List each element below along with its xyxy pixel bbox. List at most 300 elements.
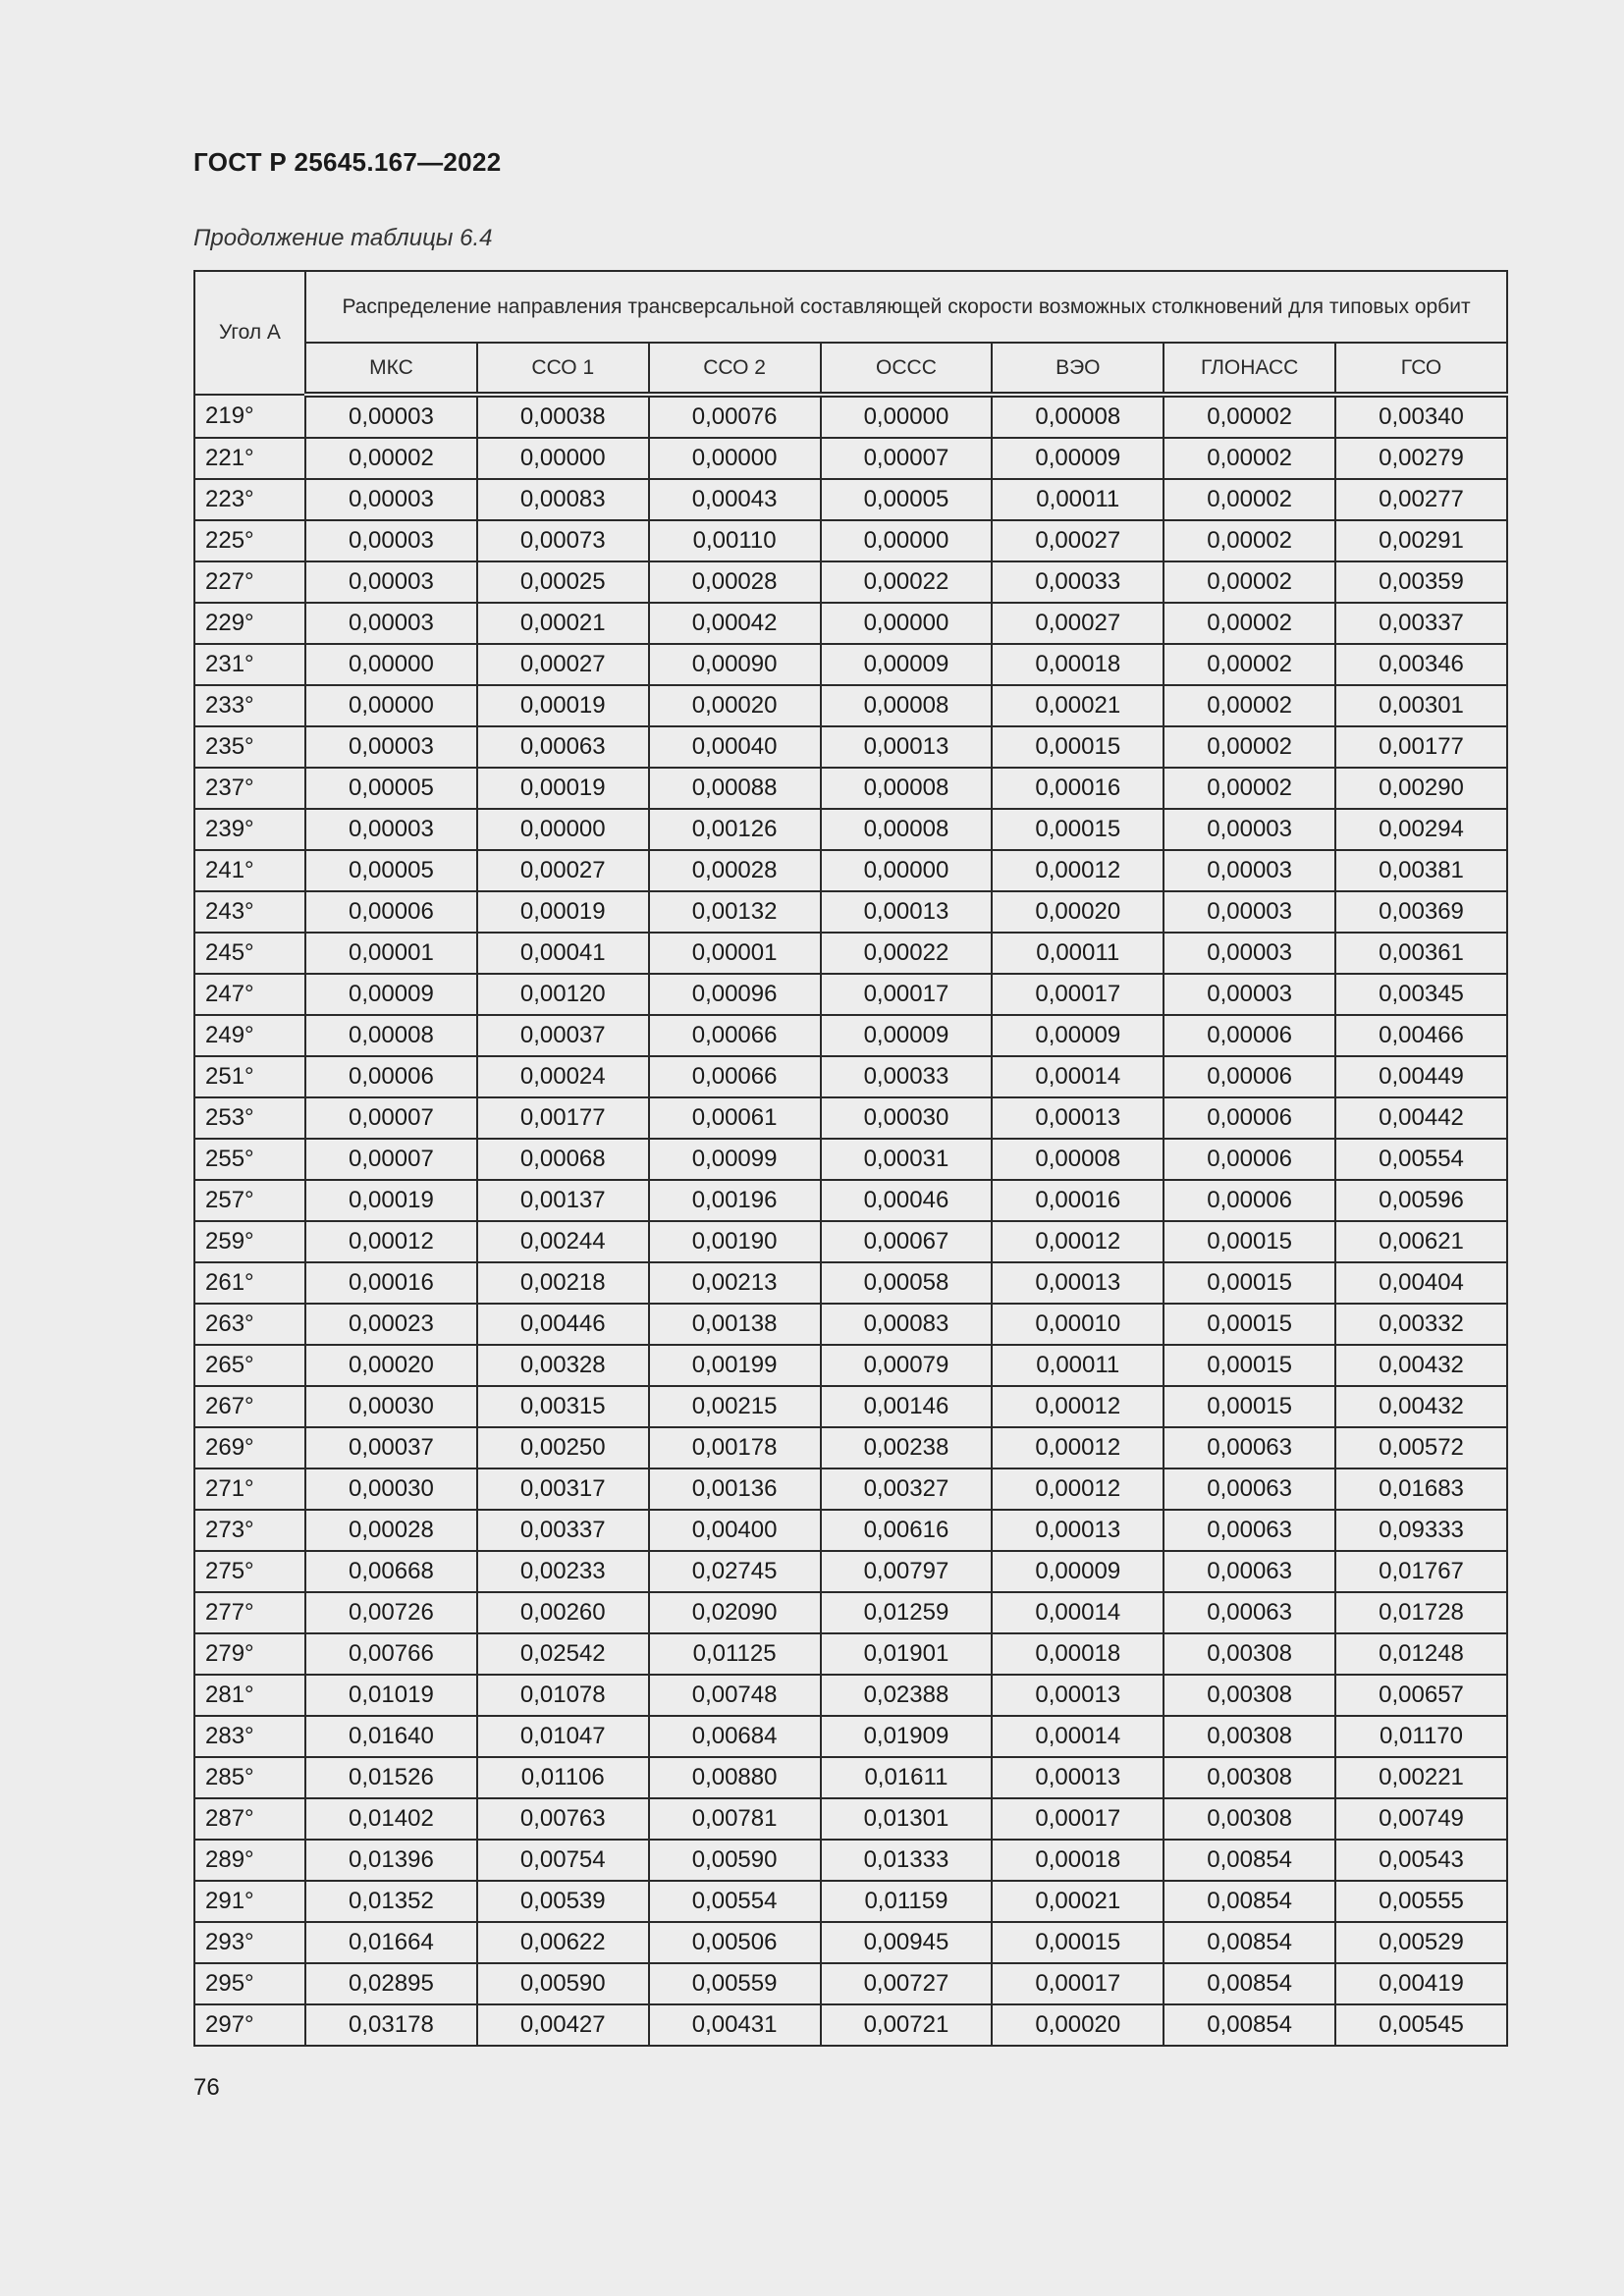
value-cell: 0,00003 xyxy=(305,395,477,438)
value-cell: 0,00019 xyxy=(477,685,649,726)
value-cell: 0,00754 xyxy=(477,1840,649,1881)
value-cell: 0,00021 xyxy=(992,685,1164,726)
value-cell: 0,00030 xyxy=(821,1097,993,1139)
angle-cell: 229° xyxy=(194,603,305,644)
value-cell: 0,00196 xyxy=(649,1180,821,1221)
value-cell: 0,00797 xyxy=(821,1551,993,1592)
value-cell: 0,00138 xyxy=(649,1304,821,1345)
table-row xyxy=(194,768,1507,809)
value-cell: 0,00013 xyxy=(821,726,993,768)
value-cell: 0,00017 xyxy=(992,974,1164,1015)
value-cell: 0,00016 xyxy=(992,768,1164,809)
value-cell: 0,00037 xyxy=(477,1015,649,1056)
value-cell: 0,02388 xyxy=(821,1675,993,1716)
value-cell: 0,00003 xyxy=(305,520,477,561)
table-row xyxy=(194,479,1507,520)
value-cell: 0,00431 xyxy=(649,2004,821,2046)
value-cell: 0,01019 xyxy=(305,1675,477,1716)
value-cell: 0,02745 xyxy=(649,1551,821,1592)
value-cell: 0,00023 xyxy=(305,1304,477,1345)
value-cell: 0,00244 xyxy=(477,1221,649,1262)
value-cell: 0,00006 xyxy=(1164,1015,1335,1056)
value-cell: 0,00027 xyxy=(992,603,1164,644)
value-cell: 0,00012 xyxy=(992,1386,1164,1427)
value-cell: 0,00238 xyxy=(821,1427,993,1468)
column-header-gso: ГСО xyxy=(1335,343,1507,395)
value-cell: 0,00005 xyxy=(305,768,477,809)
value-cell: 0,00449 xyxy=(1335,1056,1507,1097)
value-cell: 0,00854 xyxy=(1164,1963,1335,2004)
value-cell: 0,01170 xyxy=(1335,1716,1507,1757)
value-cell: 0,00033 xyxy=(821,1056,993,1097)
value-cell: 0,00002 xyxy=(1164,395,1335,438)
value-cell: 0,01640 xyxy=(305,1716,477,1757)
value-cell: 0,00020 xyxy=(992,891,1164,933)
table-header xyxy=(194,271,1507,395)
value-cell: 0,00009 xyxy=(821,1015,993,1056)
angle-cell: 239° xyxy=(194,809,305,850)
value-cell: 0,00002 xyxy=(1164,520,1335,561)
table-row xyxy=(194,974,1507,1015)
value-cell: 0,00554 xyxy=(1335,1139,1507,1180)
value-cell: 0,00009 xyxy=(992,438,1164,479)
table-row xyxy=(194,644,1507,685)
value-cell: 0,00727 xyxy=(821,1963,993,2004)
value-cell: 0,00668 xyxy=(305,1551,477,1592)
value-cell: 0,00308 xyxy=(1164,1633,1335,1675)
value-cell: 0,00381 xyxy=(1335,850,1507,891)
value-cell: 0,00009 xyxy=(305,974,477,1015)
value-cell: 0,00554 xyxy=(649,1881,821,1922)
value-cell: 0,00001 xyxy=(649,933,821,974)
data-table xyxy=(193,270,1508,2047)
value-cell: 0,00042 xyxy=(649,603,821,644)
value-cell: 0,00063 xyxy=(477,726,649,768)
value-cell: 0,00002 xyxy=(1164,561,1335,603)
value-cell: 0,00177 xyxy=(477,1097,649,1139)
value-cell: 0,00001 xyxy=(305,933,477,974)
value-cell: 0,00002 xyxy=(1164,685,1335,726)
value-cell: 0,00404 xyxy=(1335,1262,1507,1304)
value-cell: 0,00555 xyxy=(1335,1881,1507,1922)
value-cell: 0,00007 xyxy=(305,1139,477,1180)
value-cell: 0,01333 xyxy=(821,1840,993,1881)
angle-cell: 277° xyxy=(194,1592,305,1633)
value-cell: 0,00027 xyxy=(477,850,649,891)
value-cell: 0,00012 xyxy=(992,850,1164,891)
angle-cell: 281° xyxy=(194,1675,305,1716)
value-cell: 0,00041 xyxy=(477,933,649,974)
value-cell: 0,00030 xyxy=(305,1386,477,1427)
value-cell: 0,01047 xyxy=(477,1716,649,1757)
value-cell: 0,00011 xyxy=(992,479,1164,520)
value-cell: 0,00002 xyxy=(1164,479,1335,520)
value-cell: 0,00880 xyxy=(649,1757,821,1798)
table-row xyxy=(194,1881,1507,1922)
value-cell: 0,00043 xyxy=(649,479,821,520)
value-cell: 0,00020 xyxy=(305,1345,477,1386)
value-cell: 0,01728 xyxy=(1335,1592,1507,1633)
value-cell: 0,00013 xyxy=(992,1097,1164,1139)
value-cell: 0,00005 xyxy=(821,479,993,520)
table-body xyxy=(194,395,1507,2046)
value-cell: 0,09333 xyxy=(1335,1510,1507,1551)
value-cell: 0,02895 xyxy=(305,1963,477,2004)
value-cell: 0,00025 xyxy=(477,561,649,603)
value-cell: 0,00003 xyxy=(305,561,477,603)
value-cell: 0,00061 xyxy=(649,1097,821,1139)
angle-cell: 287° xyxy=(194,1798,305,1840)
value-cell: 0,00018 xyxy=(992,1840,1164,1881)
table-row xyxy=(194,1427,1507,1468)
value-cell: 0,00038 xyxy=(477,395,649,438)
angle-cell: 227° xyxy=(194,561,305,603)
value-cell: 0,01611 xyxy=(821,1757,993,1798)
value-cell: 0,00008 xyxy=(821,685,993,726)
value-cell: 0,00000 xyxy=(649,438,821,479)
value-cell: 0,00559 xyxy=(649,1963,821,2004)
table-row xyxy=(194,1221,1507,1262)
value-cell: 0,00340 xyxy=(1335,395,1507,438)
value-cell: 0,00002 xyxy=(1164,644,1335,685)
value-cell: 0,00749 xyxy=(1335,1798,1507,1840)
value-cell: 0,00006 xyxy=(305,1056,477,1097)
value-cell: 0,00427 xyxy=(477,2004,649,2046)
value-cell: 0,00003 xyxy=(1164,891,1335,933)
value-cell: 0,02090 xyxy=(649,1592,821,1633)
angle-column-header: Угол A xyxy=(194,271,305,395)
value-cell: 0,00432 xyxy=(1335,1386,1507,1427)
table-row xyxy=(194,1592,1507,1633)
value-cell: 0,01767 xyxy=(1335,1551,1507,1592)
value-cell: 0,00337 xyxy=(477,1510,649,1551)
table-row xyxy=(194,603,1507,644)
value-cell: 0,00099 xyxy=(649,1139,821,1180)
value-cell: 0,00006 xyxy=(1164,1056,1335,1097)
value-cell: 0,00046 xyxy=(821,1180,993,1221)
value-cell: 0,00019 xyxy=(477,768,649,809)
angle-cell: 243° xyxy=(194,891,305,933)
value-cell: 0,01352 xyxy=(305,1881,477,1922)
table-row xyxy=(194,395,1507,438)
value-cell: 0,00005 xyxy=(305,850,477,891)
value-cell: 0,00539 xyxy=(477,1881,649,1922)
value-cell: 0,00003 xyxy=(305,603,477,644)
table-row xyxy=(194,561,1507,603)
value-cell: 0,00068 xyxy=(477,1139,649,1180)
value-cell: 0,00301 xyxy=(1335,685,1507,726)
value-cell: 0,00590 xyxy=(477,1963,649,2004)
value-cell: 0,00066 xyxy=(649,1056,821,1097)
table-row xyxy=(194,1468,1507,1510)
value-cell: 0,00250 xyxy=(477,1427,649,1468)
value-cell: 0,00013 xyxy=(992,1510,1164,1551)
value-cell: 0,00014 xyxy=(992,1056,1164,1097)
column-header-glonass: ГЛОНАСС xyxy=(1164,343,1335,395)
value-cell: 0,00345 xyxy=(1335,974,1507,1015)
table-row xyxy=(194,891,1507,933)
column-header-mks: МКС xyxy=(305,343,477,395)
value-cell: 0,00014 xyxy=(992,1716,1164,1757)
value-cell: 0,00545 xyxy=(1335,2004,1507,2046)
value-cell: 0,00037 xyxy=(305,1427,477,1468)
value-cell: 0,00308 xyxy=(1164,1716,1335,1757)
value-cell: 0,01909 xyxy=(821,1716,993,1757)
value-cell: 0,00009 xyxy=(992,1015,1164,1056)
value-cell: 0,00317 xyxy=(477,1468,649,1510)
angle-cell: 271° xyxy=(194,1468,305,1510)
value-cell: 0,00019 xyxy=(305,1180,477,1221)
value-cell: 0,00021 xyxy=(992,1881,1164,1922)
value-cell: 0,00616 xyxy=(821,1510,993,1551)
value-cell: 0,00013 xyxy=(992,1262,1164,1304)
angle-cell: 273° xyxy=(194,1510,305,1551)
angle-cell: 263° xyxy=(194,1304,305,1345)
angle-cell: 245° xyxy=(194,933,305,974)
table-row xyxy=(194,1139,1507,1180)
table-row xyxy=(194,1015,1507,1056)
angle-cell: 223° xyxy=(194,479,305,520)
angle-cell: 293° xyxy=(194,1922,305,1963)
table-row xyxy=(194,1633,1507,1675)
distribution-group-header: Распределение направления трансверсальной составляющей скорости возможных столкновений для типовых орбит xyxy=(305,271,1507,343)
table-row xyxy=(194,1963,1507,2004)
value-cell: 0,00028 xyxy=(305,1510,477,1551)
value-cell: 0,00466 xyxy=(1335,1015,1507,1056)
angle-cell: 253° xyxy=(194,1097,305,1139)
value-cell: 0,00076 xyxy=(649,395,821,438)
table-row xyxy=(194,1304,1507,1345)
value-cell: 0,00003 xyxy=(305,479,477,520)
value-cell: 0,00294 xyxy=(1335,809,1507,850)
value-cell: 0,00067 xyxy=(821,1221,993,1262)
value-cell: 0,00003 xyxy=(305,809,477,850)
value-cell: 0,00233 xyxy=(477,1551,649,1592)
value-cell: 0,01301 xyxy=(821,1798,993,1840)
value-cell: 0,00190 xyxy=(649,1221,821,1262)
value-cell: 0,00006 xyxy=(305,891,477,933)
value-cell: 0,00369 xyxy=(1335,891,1507,933)
value-cell: 0,00432 xyxy=(1335,1345,1507,1386)
value-cell: 0,00007 xyxy=(305,1097,477,1139)
angle-cell: 297° xyxy=(194,2004,305,2046)
value-cell: 0,00290 xyxy=(1335,768,1507,809)
value-cell: 0,00000 xyxy=(821,850,993,891)
value-cell: 0,00763 xyxy=(477,1798,649,1840)
value-cell: 0,00016 xyxy=(305,1262,477,1304)
value-cell: 0,01106 xyxy=(477,1757,649,1798)
value-cell: 0,00748 xyxy=(649,1675,821,1716)
table-row xyxy=(194,1798,1507,1840)
column-header-veo: ВЭО xyxy=(992,343,1164,395)
angle-cell: 251° xyxy=(194,1056,305,1097)
value-cell: 0,00020 xyxy=(992,2004,1164,2046)
table-row xyxy=(194,850,1507,891)
value-cell: 0,00590 xyxy=(649,1840,821,1881)
angle-cell: 289° xyxy=(194,1840,305,1881)
angle-cell: 233° xyxy=(194,685,305,726)
value-cell: 0,00012 xyxy=(992,1468,1164,1510)
value-cell: 0,00010 xyxy=(992,1304,1164,1345)
value-cell: 0,01664 xyxy=(305,1922,477,1963)
table-caption: Продолжение таблицы 6.4 xyxy=(193,225,493,251)
value-cell: 0,00213 xyxy=(649,1262,821,1304)
table-row xyxy=(194,1262,1507,1304)
value-cell: 0,00008 xyxy=(992,1139,1164,1180)
value-cell: 0,00621 xyxy=(1335,1221,1507,1262)
value-cell: 0,00020 xyxy=(649,685,821,726)
table-row xyxy=(194,1386,1507,1427)
table-row xyxy=(194,1922,1507,1963)
table-row xyxy=(194,933,1507,974)
value-cell: 0,00529 xyxy=(1335,1922,1507,1963)
value-cell: 0,00543 xyxy=(1335,1840,1507,1881)
value-cell: 0,00279 xyxy=(1335,438,1507,479)
value-cell: 0,00721 xyxy=(821,2004,993,2046)
value-cell: 0,01078 xyxy=(477,1675,649,1716)
value-cell: 0,00308 xyxy=(1164,1798,1335,1840)
value-cell: 0,00013 xyxy=(992,1757,1164,1798)
value-cell: 0,00315 xyxy=(477,1386,649,1427)
value-cell: 0,00000 xyxy=(305,644,477,685)
value-cell: 0,00015 xyxy=(1164,1262,1335,1304)
value-cell: 0,00024 xyxy=(477,1056,649,1097)
angle-cell: 285° xyxy=(194,1757,305,1798)
value-cell: 0,01396 xyxy=(305,1840,477,1881)
value-cell: 0,00945 xyxy=(821,1922,993,1963)
value-cell: 0,00083 xyxy=(821,1304,993,1345)
value-cell: 0,00572 xyxy=(1335,1427,1507,1468)
value-cell: 0,00132 xyxy=(649,891,821,933)
value-cell: 0,00015 xyxy=(992,1922,1164,1963)
angle-cell: 295° xyxy=(194,1963,305,2004)
value-cell: 0,01125 xyxy=(649,1633,821,1675)
table-row xyxy=(194,1675,1507,1716)
value-cell: 0,01259 xyxy=(821,1592,993,1633)
value-cell: 0,00003 xyxy=(1164,850,1335,891)
angle-cell: 259° xyxy=(194,1221,305,1262)
value-cell: 0,00854 xyxy=(1164,1840,1335,1881)
value-cell: 0,00002 xyxy=(1164,768,1335,809)
value-cell: 0,00291 xyxy=(1335,520,1507,561)
value-cell: 0,00030 xyxy=(305,1468,477,1510)
table-row xyxy=(194,2004,1507,2046)
value-cell: 0,00027 xyxy=(992,520,1164,561)
value-cell: 0,00506 xyxy=(649,1922,821,1963)
value-cell: 0,00016 xyxy=(992,1180,1164,1221)
value-cell: 0,00063 xyxy=(1164,1592,1335,1633)
value-cell: 0,00221 xyxy=(1335,1757,1507,1798)
value-cell: 0,00854 xyxy=(1164,1881,1335,1922)
value-cell: 0,00120 xyxy=(477,974,649,1015)
value-cell: 0,00019 xyxy=(477,891,649,933)
value-cell: 0,00400 xyxy=(649,1510,821,1551)
value-cell: 0,00000 xyxy=(477,809,649,850)
value-cell: 0,00000 xyxy=(821,395,993,438)
value-cell: 0,00011 xyxy=(992,933,1164,974)
angle-cell: 225° xyxy=(194,520,305,561)
table-row xyxy=(194,520,1507,561)
value-cell: 0,00015 xyxy=(1164,1386,1335,1427)
value-cell: 0,00006 xyxy=(1164,1097,1335,1139)
table-row xyxy=(194,438,1507,479)
table-row xyxy=(194,1180,1507,1221)
angle-cell: 261° xyxy=(194,1262,305,1304)
value-cell: 0,00009 xyxy=(821,644,993,685)
value-cell: 0,00027 xyxy=(477,644,649,685)
value-cell: 0,00781 xyxy=(649,1798,821,1840)
table-row xyxy=(194,1097,1507,1139)
value-cell: 0,00018 xyxy=(992,644,1164,685)
angle-cell: 221° xyxy=(194,438,305,479)
value-cell: 0,00015 xyxy=(992,809,1164,850)
value-cell: 0,00361 xyxy=(1335,933,1507,974)
value-cell: 0,00031 xyxy=(821,1139,993,1180)
angle-cell: 255° xyxy=(194,1139,305,1180)
table-row xyxy=(194,809,1507,850)
column-header-osss: ОССС xyxy=(821,343,993,395)
value-cell: 0,00040 xyxy=(649,726,821,768)
table-row xyxy=(194,1510,1507,1551)
value-cell: 0,00096 xyxy=(649,974,821,1015)
value-cell: 0,00328 xyxy=(477,1345,649,1386)
value-cell: 0,00000 xyxy=(821,520,993,561)
angle-cell: 265° xyxy=(194,1345,305,1386)
value-cell: 0,00442 xyxy=(1335,1097,1507,1139)
value-cell: 0,03178 xyxy=(305,2004,477,2046)
angle-cell: 275° xyxy=(194,1551,305,1592)
value-cell: 0,00090 xyxy=(649,644,821,685)
angle-cell: 235° xyxy=(194,726,305,768)
column-header-sso2: ССО 2 xyxy=(649,343,821,395)
value-cell: 0,00017 xyxy=(992,1798,1164,1840)
table-row xyxy=(194,1056,1507,1097)
value-cell: 0,00002 xyxy=(1164,438,1335,479)
value-cell: 0,00308 xyxy=(1164,1757,1335,1798)
value-cell: 0,00008 xyxy=(821,768,993,809)
value-cell: 0,00028 xyxy=(649,561,821,603)
value-cell: 0,01248 xyxy=(1335,1633,1507,1675)
value-cell: 0,00033 xyxy=(992,561,1164,603)
value-cell: 0,00008 xyxy=(305,1015,477,1056)
value-cell: 0,00854 xyxy=(1164,1922,1335,1963)
value-cell: 0,00007 xyxy=(821,438,993,479)
value-cell: 0,00327 xyxy=(821,1468,993,1510)
value-cell: 0,01402 xyxy=(305,1798,477,1840)
value-cell: 0,00012 xyxy=(992,1221,1164,1262)
document-title: ГОСТ Р 25645.167—2022 xyxy=(193,147,502,177)
value-cell: 0,00000 xyxy=(821,603,993,644)
value-cell: 0,01159 xyxy=(821,1881,993,1922)
header-row-group xyxy=(194,271,1507,343)
value-cell: 0,00014 xyxy=(992,1592,1164,1633)
value-cell: 0,00012 xyxy=(305,1221,477,1262)
value-cell: 0,00008 xyxy=(821,809,993,850)
value-cell: 0,00137 xyxy=(477,1180,649,1221)
angle-cell: 219° xyxy=(194,395,305,438)
angle-cell: 269° xyxy=(194,1427,305,1468)
value-cell: 0,00011 xyxy=(992,1345,1164,1386)
value-cell: 0,00146 xyxy=(821,1386,993,1427)
angle-cell: 267° xyxy=(194,1386,305,1427)
value-cell: 0,01901 xyxy=(821,1633,993,1675)
value-cell: 0,00199 xyxy=(649,1345,821,1386)
value-cell: 0,00446 xyxy=(477,1304,649,1345)
value-cell: 0,00063 xyxy=(1164,1468,1335,1510)
value-cell: 0,00009 xyxy=(992,1551,1164,1592)
value-cell: 0,00215 xyxy=(649,1386,821,1427)
value-cell: 0,00003 xyxy=(305,726,477,768)
